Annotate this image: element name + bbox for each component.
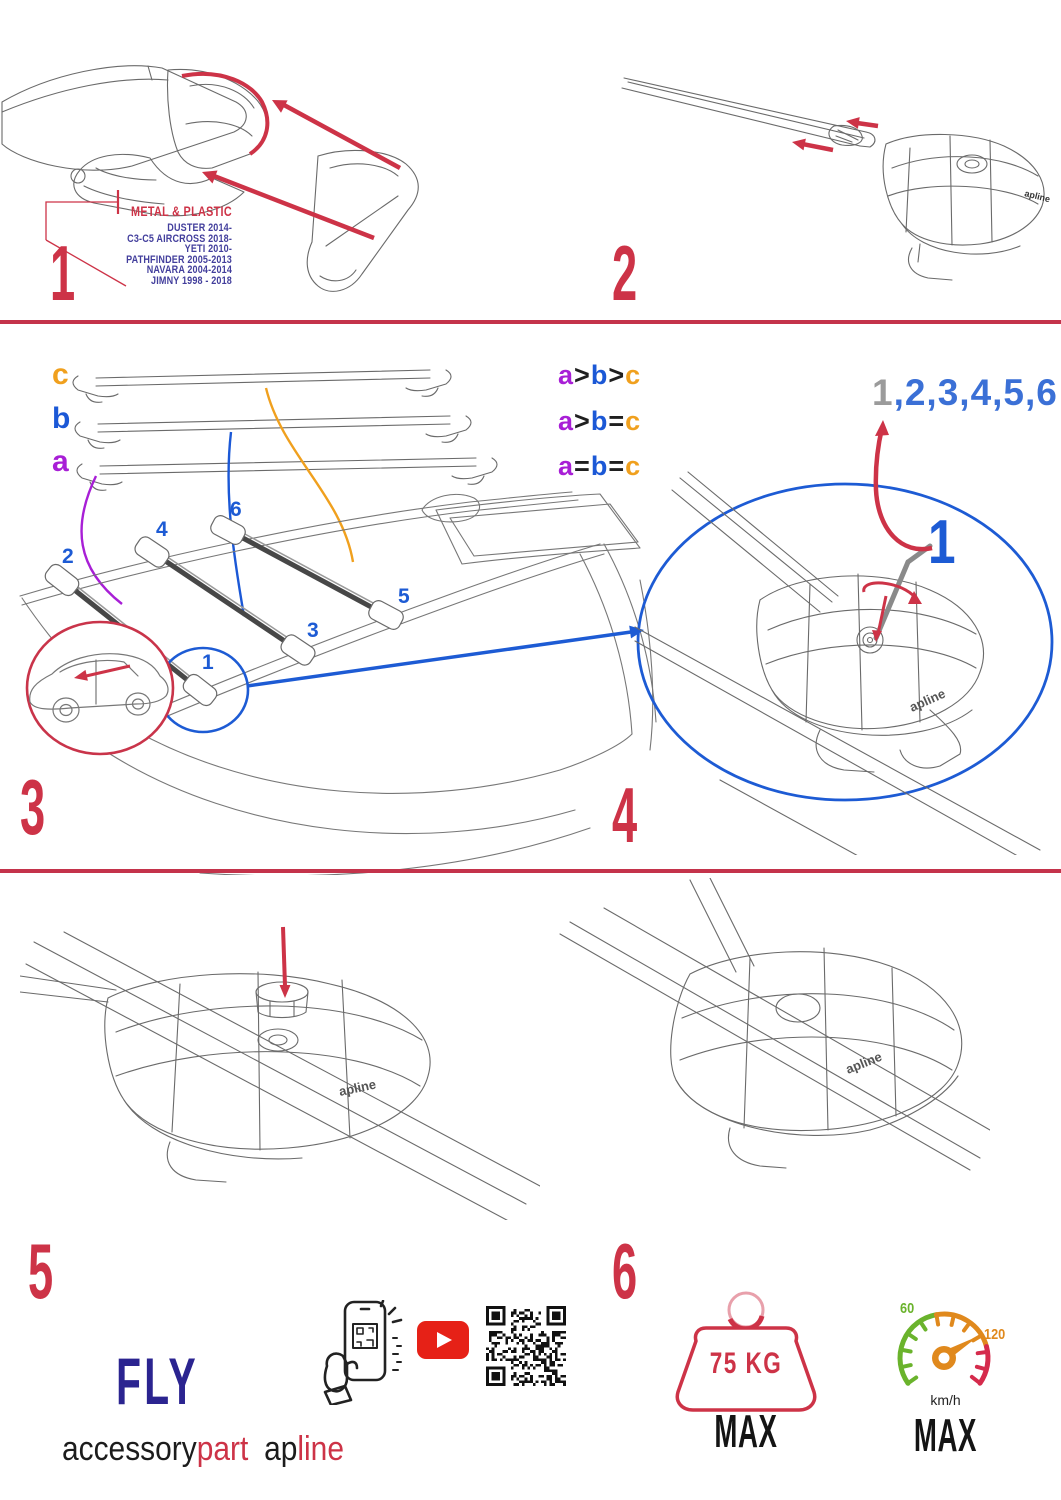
speed-tick-120: 120 bbox=[984, 1326, 1006, 1343]
step-5-number: 5 bbox=[28, 1227, 54, 1315]
press-arrow bbox=[280, 927, 291, 998]
position-5: 5 bbox=[398, 585, 410, 608]
qr-code-icon bbox=[486, 1306, 566, 1386]
tightening-sequence bbox=[872, 372, 1058, 414]
sequence-first: 1 bbox=[872, 372, 894, 413]
section-divider bbox=[0, 320, 1061, 324]
cmp-op: = bbox=[574, 451, 591, 481]
step-2-number: 2 bbox=[612, 229, 638, 317]
weight-limit-value: 75 KG bbox=[709, 1347, 783, 1380]
weight-max-label: MAX bbox=[714, 1405, 778, 1457]
sequence-rest: ,2,3,4,5,6 bbox=[893, 372, 1058, 413]
section-divider bbox=[0, 869, 1061, 873]
bar-label-b: b bbox=[52, 402, 71, 435]
bar-label-a: a bbox=[52, 445, 69, 478]
detail-circle bbox=[638, 484, 1052, 800]
cmp-a: a bbox=[558, 406, 575, 436]
model-item: YETI 2010- bbox=[184, 243, 232, 255]
cmp-b: b bbox=[590, 451, 609, 481]
model-item: NAVARA 2004-2014 bbox=[146, 264, 232, 276]
position-4: 4 bbox=[156, 518, 168, 541]
part-logo: apline bbox=[1023, 188, 1052, 205]
brand-part: part bbox=[196, 1430, 249, 1468]
position-3: 3 bbox=[307, 619, 319, 642]
sequence-arrowhead bbox=[875, 420, 889, 436]
callout-number: 1 bbox=[928, 508, 956, 577]
scan-qr-phone-icon bbox=[323, 1300, 413, 1405]
brand-line bbox=[62, 1432, 344, 1466]
part-logo: apline bbox=[337, 1076, 378, 1099]
cmp-c: c bbox=[625, 451, 642, 481]
step6-drawing bbox=[540, 878, 990, 1218]
step-4-number: 4 bbox=[612, 771, 638, 859]
step-1-number: 1 bbox=[50, 229, 76, 317]
step5-drawing bbox=[20, 880, 540, 1220]
sequence-arrow bbox=[876, 428, 932, 549]
model-item: DUSTER 2014- bbox=[167, 222, 232, 234]
speed-tick-60: 60 bbox=[900, 1300, 915, 1317]
brand-ap: ap bbox=[264, 1430, 298, 1468]
car-inset bbox=[27, 622, 173, 754]
position-1: 1 bbox=[202, 651, 214, 674]
cmp-op: > bbox=[608, 360, 626, 390]
bar-label-c: c bbox=[52, 358, 69, 391]
cmp-op: = bbox=[608, 406, 626, 436]
model-item: C3-C5 AIRCROSS 2018- bbox=[127, 232, 232, 245]
cmp-b: b bbox=[590, 360, 609, 390]
position-2: 2 bbox=[62, 545, 74, 568]
speed-unit-label: km/h bbox=[930, 1392, 961, 1408]
cmp-op: > bbox=[574, 406, 591, 436]
speed-max-label: MAX bbox=[913, 1409, 978, 1461]
cmp-c: c bbox=[625, 406, 642, 436]
brand-accessory: accessory bbox=[62, 1430, 197, 1468]
connector-a bbox=[82, 476, 122, 604]
step4-drawing bbox=[620, 350, 1061, 855]
red-edge-highlight bbox=[182, 74, 267, 154]
product-name: FLY bbox=[116, 1344, 199, 1418]
model-item: JIMNY 1998 - 2018 bbox=[151, 274, 232, 287]
part-logo: apline bbox=[843, 1048, 884, 1077]
part-logo: apline bbox=[907, 685, 948, 715]
model-item: PATHFINDER 2005-2013 bbox=[126, 253, 232, 266]
cmp-a: a bbox=[558, 360, 575, 390]
brand-line-suffix: line bbox=[297, 1430, 344, 1468]
cmp-op: = bbox=[608, 451, 626, 481]
cmp-op: > bbox=[574, 360, 591, 390]
youtube-icon bbox=[417, 1321, 469, 1359]
fitment-list bbox=[102, 204, 232, 286]
cmp-b: b bbox=[590, 406, 609, 436]
step-3-number: 3 bbox=[20, 763, 46, 851]
materials-label: METAL & PLASTIC bbox=[131, 204, 232, 219]
step2-drawing bbox=[620, 48, 1061, 303]
cmp-c: c bbox=[625, 360, 642, 390]
slide-arrows bbox=[792, 117, 878, 150]
position-6: 6 bbox=[230, 498, 242, 521]
step-6-number: 6 bbox=[612, 1227, 638, 1315]
cmp-a: a bbox=[558, 451, 575, 481]
